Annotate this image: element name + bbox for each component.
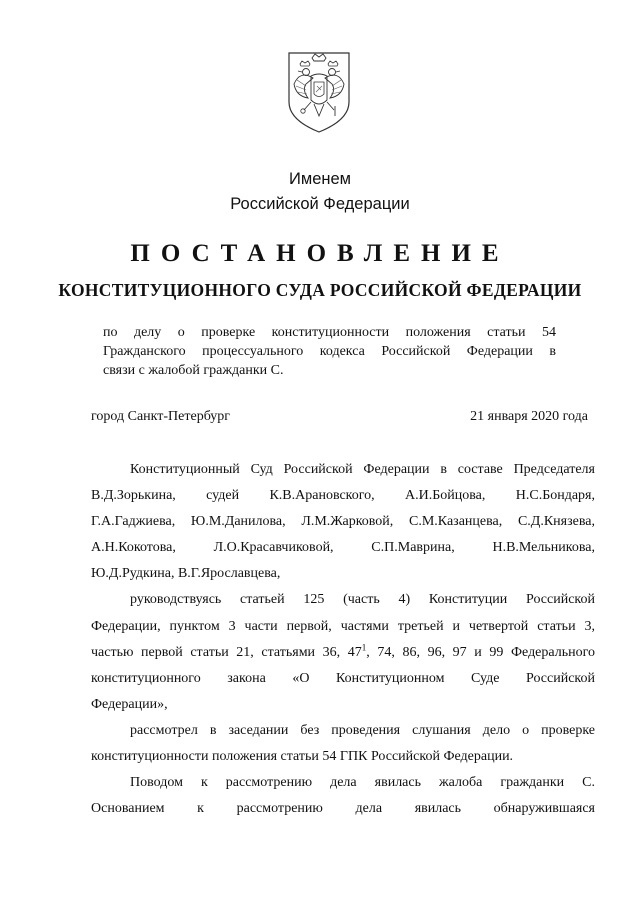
body-line: Г.А.Гаджиева, Ю.М.Данилова, Л.М.Жарковой, С.М.Казанцева, С.Д.Князева, — [91, 514, 595, 530]
body-line: Конституционный Суд Российской Федерации в составе Председателя — [130, 462, 595, 477]
body-text: частью первой статьи 21, статьями 36, 47 — [91, 644, 362, 660]
body-line-with-sup — [91, 640, 595, 666]
body-line: Основанием к рассмотрению дела явилась обнаружившаяся — [91, 801, 595, 817]
body-line: В.Д.Зорькина, судей К.В.Арановского, А.И.Бойцова, Н.С.Бондаря, — [91, 488, 595, 504]
body-text: , 74, 86, 96, 97 и 99 Федерального — [366, 644, 595, 660]
body-line: Федерации», — [91, 696, 168, 712]
case-subject-line: Гражданского процессуального кодекса Российской Федерации в — [103, 344, 556, 359]
body-line: Федерации, пунктом 3 части первой, частями третьей и четвертой статьи 3, — [91, 618, 595, 634]
body-line: Ю.Д.Рудкина, В.Г.Ярославцева, — [91, 566, 281, 582]
document-subtitle: КОНСТИТУЦИОННОГО СУДА РОССИЙСКОЙ ФЕДЕРАЦИИ — [58, 280, 582, 300]
document-title: ПОСТАНОВЛЕНИЕ — [130, 240, 510, 267]
case-subject-line: по делу о проверке конституционности положения статьи 54 — [103, 325, 556, 340]
body-line: руководствуясь статьей 125 (часть 4) Конституции Российской — [130, 592, 595, 608]
document-body — [91, 457, 595, 822]
body-line: А.Н.Кокотова, Л.О.Красавчиковой, С.П.Маврина, Н.В.Мельникова, — [91, 540, 595, 556]
date: 21 января 2020 года — [470, 409, 588, 424]
case-subject-line: связи с жалобой гражданки С. — [103, 363, 284, 378]
case-subject — [103, 323, 556, 380]
place: город Санкт-Петербург — [91, 409, 231, 424]
coat-of-arms-emblem — [286, 50, 352, 134]
header-russian-federation: Российской Федерации — [230, 195, 410, 213]
body-line: рассмотрел в заседании без проведения слушания дело о проверке — [130, 722, 595, 738]
body-line: конституционности положения статьи 54 ГПК Российской Федерации. — [91, 749, 514, 765]
superscript: 1 — [361, 642, 367, 652]
place-date-row — [91, 409, 588, 425]
body-line: Поводом к рассмотрению дела явилась жалоба гражданки С. — [130, 775, 595, 791]
body-line: конституционного закона «О Конституционном Суде Российской — [91, 670, 595, 686]
header-in-the-name: Именем — [288, 170, 351, 188]
